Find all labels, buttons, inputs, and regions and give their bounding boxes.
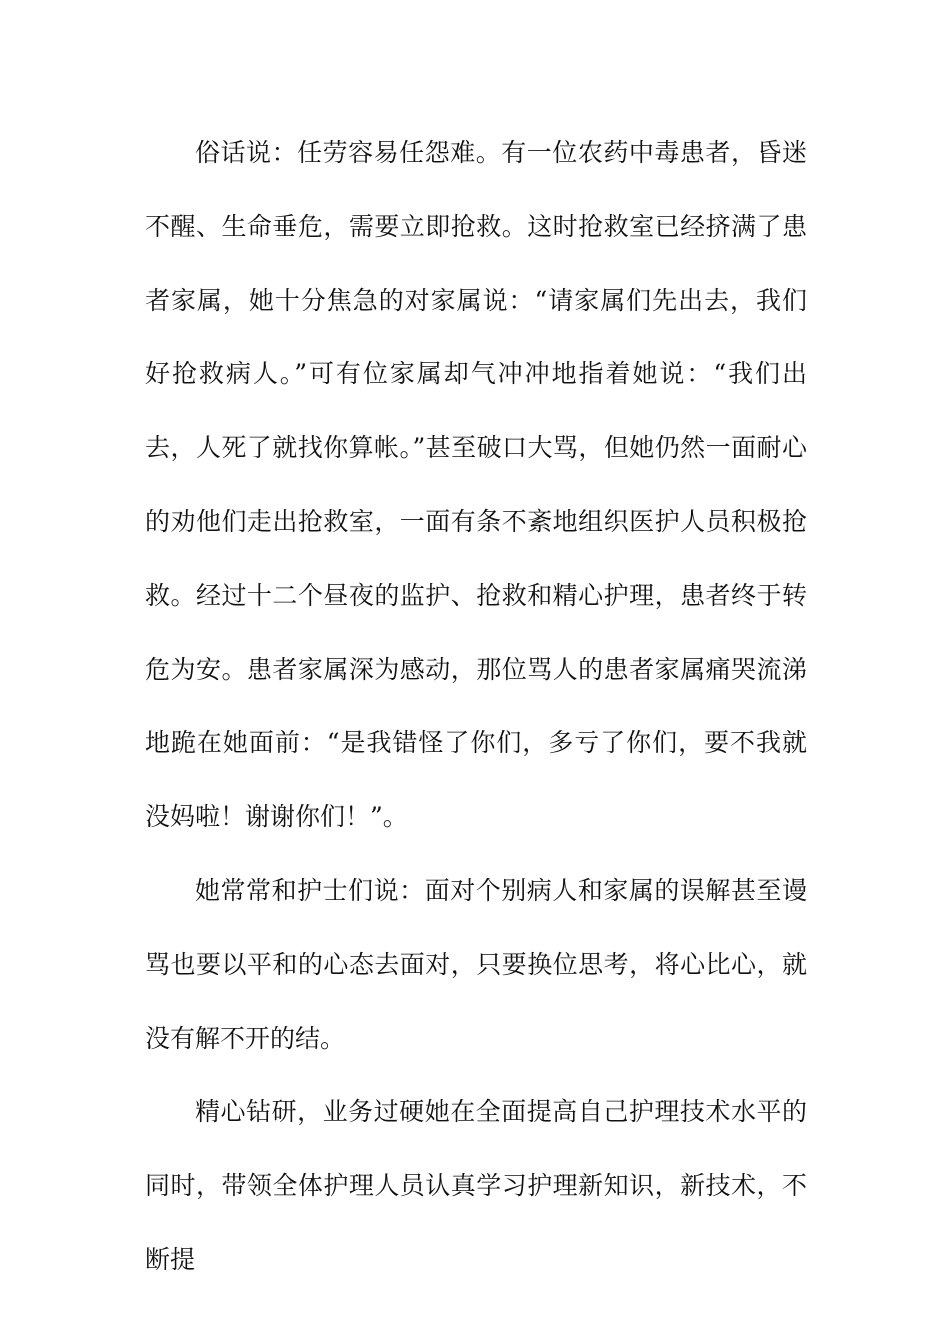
paragraph-1: 俗话说：任劳容易任怨难。有一位农药中毒患者，昏迷不醒、生命垂危，需要立即抢救。这时抢救室已经挤满了患者家属，她十分焦急的对家属说：“请家属们先出去，我们好抢救病人。”可有位家属却气冲冲地指着她说：“我们出去，人死了就找你算帐。”甚至破口大骂，但她仍然一面耐心的劝他们走出抢救室，一面有条不紊地组织医护人员积极抢救。经过十二个昼夜的监护、抢救和精心护理，患者终于转危为安。患者家属深为感动，那位骂人的患者家属痛哭流涕地跪在她面前：“是我错怪了你们，多亏了你们，要不我就没妈啦！谢谢你们！”。 (145, 138, 807, 832)
paragraph-2: 她常常和护士们说：面对个别病人和家属的误解甚至谩骂也要以平和的心态去面对，只要换位思考，将心比心，就没有解不开的结。 (145, 875, 807, 1053)
document-body (145, 116, 807, 1297)
paragraph-3: 精心钻研，业务过硬她在全面提高自己护理技术水平的同时，带领全体护理人员认真学习护理新知识，新技术，不断提 (145, 1097, 807, 1274)
